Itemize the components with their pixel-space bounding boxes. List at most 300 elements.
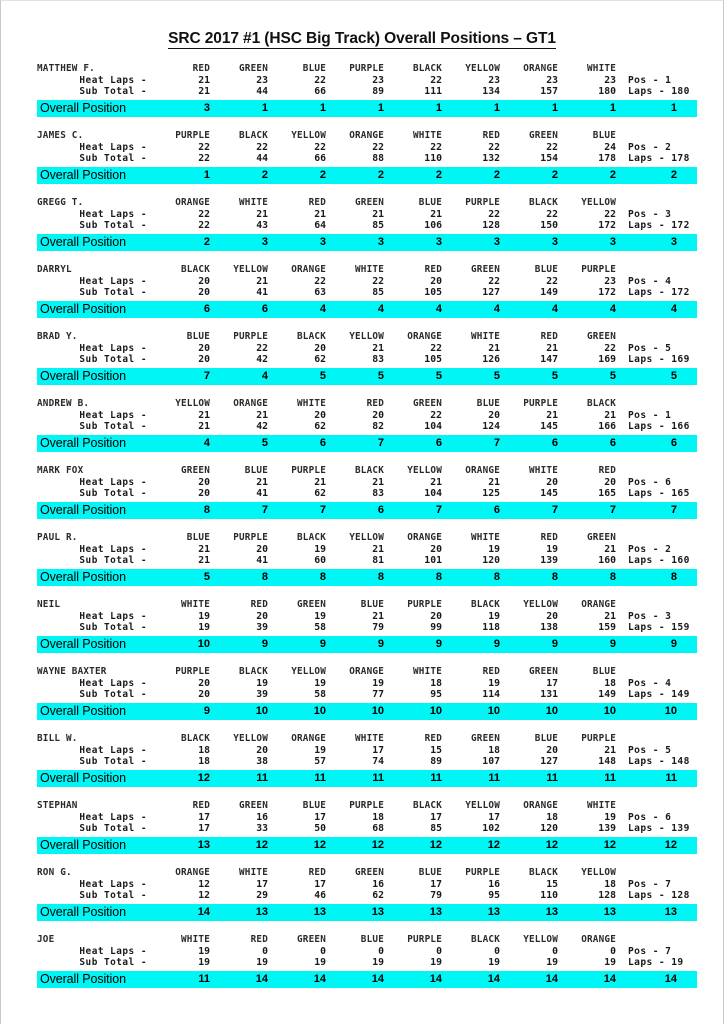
final-position-value: 5 <box>670 370 677 382</box>
lane-color-header: RED <box>192 63 210 74</box>
lane-header-row <box>37 801 699 813</box>
pos-label: Pos - <box>628 409 659 421</box>
heat-laps-value: 22 <box>256 141 268 153</box>
overall-position-strip <box>37 703 697 720</box>
lane-color-header: BLUE <box>592 666 616 677</box>
sub-total-value: 157 <box>540 85 558 97</box>
heat-laps-label: Heat Laps - <box>79 141 147 153</box>
pos-value: 1 <box>665 74 672 86</box>
driver-name: STEPHAN <box>37 800 78 811</box>
heat-laps-value: 22 <box>198 141 210 153</box>
sub-total-value: 62 <box>314 487 326 499</box>
heat-laps-value: 21 <box>198 74 210 86</box>
overall-position-value: 5 <box>261 437 268 449</box>
overall-position-value: 11 <box>604 772 616 784</box>
laps-label: Laps - <box>628 688 666 700</box>
overall-position-row <box>37 636 699 653</box>
driver-name: DARRYL <box>37 264 72 275</box>
sub-total-value: 89 <box>372 85 384 97</box>
heat-laps-row <box>37 880 699 891</box>
overall-position-label: Overall Position <box>40 101 126 115</box>
heat-laps-value: 22 <box>488 141 500 153</box>
overall-position-value: 14 <box>429 973 442 985</box>
overall-position-value: 12 <box>197 772 210 784</box>
overall-position-value: 5 <box>551 370 558 382</box>
heat-laps-value: 15 <box>430 744 442 756</box>
heat-laps-value: 21 <box>430 208 442 220</box>
heat-laps-value: 21 <box>314 476 326 488</box>
laps-meta <box>619 422 699 433</box>
final-position-value: 10 <box>664 705 677 717</box>
overall-position-value: 14 <box>487 973 500 985</box>
laps-value: 172 <box>671 219 690 231</box>
heat-laps-value: 19 <box>488 610 500 622</box>
sub-total-value: 95 <box>488 889 500 901</box>
sub-total-value: 81 <box>372 554 384 566</box>
lane-color-header: RED <box>482 666 500 677</box>
lane-header-row <box>37 265 699 277</box>
overall-position-value: 2 <box>493 169 500 181</box>
overall-position-value: 13 <box>313 906 326 918</box>
pos-label: Pos - <box>628 141 659 153</box>
sub-total-label: Sub Total - <box>79 822 147 834</box>
overall-position-label: Overall Position <box>40 570 126 584</box>
overall-position-value: 13 <box>545 906 558 918</box>
overall-position-value: 3 <box>551 236 558 248</box>
heat-laps-row <box>37 143 699 154</box>
sub-total-value: 43 <box>256 219 268 231</box>
lane-color-header: YELLOW <box>233 733 268 744</box>
heat-laps-value: 20 <box>198 476 210 488</box>
pos-label: Pos - <box>628 342 659 354</box>
lane-color-header: YELLOW <box>233 264 268 275</box>
heat-laps-value: 23 <box>546 74 558 86</box>
lane-color-header: BLUE <box>476 398 500 409</box>
laps-meta <box>619 489 699 500</box>
sub-total-value: 145 <box>540 487 558 499</box>
lane-color-header: WHITE <box>355 733 384 744</box>
sub-total-value: 85 <box>372 219 384 231</box>
lane-color-header: YELLOW <box>175 398 210 409</box>
overall-position-value: 14 <box>313 973 326 985</box>
overall-position-value: 8 <box>377 571 384 583</box>
heat-laps-row <box>37 813 699 824</box>
heat-laps-value: 17 <box>430 811 442 823</box>
lane-color-header: ORANGE <box>581 599 616 610</box>
laps-meta <box>619 690 699 701</box>
sub-total-value: 20 <box>198 286 210 298</box>
overall-position-value: 12 <box>603 839 616 851</box>
heat-laps-value: 23 <box>488 74 500 86</box>
sub-total-value: 127 <box>540 755 558 767</box>
driver-block <box>1 64 723 131</box>
driver-stats-table <box>37 399 699 433</box>
overall-position-label: Overall Position <box>40 905 126 919</box>
laps-value: 166 <box>671 420 690 432</box>
overall-position-value: 7 <box>551 504 558 516</box>
overall-position-table <box>37 569 699 586</box>
heat-laps-row <box>37 545 699 556</box>
lane-color-header: YELLOW <box>465 800 500 811</box>
sub-total-value: 19 <box>372 956 384 968</box>
heat-laps-value: 22 <box>546 275 558 287</box>
overall-position-row <box>37 770 699 787</box>
overall-position-table <box>37 703 699 720</box>
final-position-value: 14 <box>664 973 677 985</box>
heat-laps-value: 22 <box>314 74 326 86</box>
lane-color-header: RED <box>540 532 558 543</box>
lane-color-header: BLUE <box>534 733 558 744</box>
sub-total-value: 127 <box>482 286 500 298</box>
lane-header-row <box>37 868 699 880</box>
sub-total-label: Sub Total - <box>79 621 147 633</box>
heat-laps-value: 18 <box>546 811 558 823</box>
laps-value: 180 <box>671 85 690 97</box>
heat-laps-row <box>37 76 699 87</box>
sub-total-value: 44 <box>256 85 268 97</box>
overall-position-row <box>37 569 699 586</box>
overall-position-value: 10 <box>197 638 210 650</box>
driver-block <box>1 198 723 265</box>
sub-total-value: 110 <box>540 889 558 901</box>
sub-total-value: 68 <box>372 822 384 834</box>
lane-color-header: PURPLE <box>407 599 442 610</box>
heat-laps-label: Heat Laps - <box>79 610 147 622</box>
overall-position-value: 1 <box>435 102 442 114</box>
overall-position-label: Overall Position <box>40 369 126 383</box>
overall-position-table <box>37 502 699 519</box>
lane-color-header: PURPLE <box>233 532 268 543</box>
laps-label: Laps - <box>628 956 666 968</box>
laps-meta <box>619 154 699 165</box>
lane-color-header: PURPLE <box>465 197 500 208</box>
overall-position-strip <box>37 167 697 184</box>
heat-laps-value: 19 <box>314 543 326 555</box>
lane-header-row <box>37 667 699 679</box>
overall-position-value: 2 <box>203 236 210 248</box>
lane-color-header: BLACK <box>239 130 268 141</box>
sub-total-value: 58 <box>314 688 326 700</box>
lane-color-header: BLACK <box>297 331 326 342</box>
lane-header-row <box>37 600 699 612</box>
overall-position-table <box>37 301 699 318</box>
overall-position-value: 3 <box>319 236 326 248</box>
lane-color-header: ORANGE <box>291 264 326 275</box>
lane-color-header: YELLOW <box>407 465 442 476</box>
overall-position-value: 5 <box>203 571 210 583</box>
overall-position-value: 8 <box>319 571 326 583</box>
overall-position-value: 4 <box>319 303 326 315</box>
sub-total-value: 19 <box>546 956 558 968</box>
laps-label: Laps - <box>628 420 666 432</box>
laps-value: 149 <box>671 688 690 700</box>
lane-color-header: YELLOW <box>291 666 326 677</box>
overall-position-value: 12 <box>545 839 558 851</box>
overall-position-value: 10 <box>255 705 268 717</box>
lane-color-header: YELLOW <box>349 532 384 543</box>
driver-block <box>1 332 723 399</box>
sub-total-row <box>37 87 699 98</box>
sub-total-value: 126 <box>482 353 500 365</box>
lane-color-header: BLACK <box>413 63 442 74</box>
sub-total-value: 180 <box>598 85 616 97</box>
overall-position-value: 13 <box>429 906 442 918</box>
sub-total-value: 160 <box>598 554 616 566</box>
sub-total-row <box>37 824 699 835</box>
lane-color-header: BLUE <box>360 934 384 945</box>
sub-total-value: 42 <box>256 353 268 365</box>
pos-value: 7 <box>665 878 672 890</box>
sub-total-value: 41 <box>256 286 268 298</box>
heat-laps-value: 23 <box>604 74 616 86</box>
driver-stats-table <box>37 466 699 500</box>
overall-position-value: 13 <box>371 906 384 918</box>
sub-total-value: 19 <box>604 956 616 968</box>
lane-color-header: PURPLE <box>523 398 558 409</box>
sub-total-value: 88 <box>372 152 384 164</box>
lane-color-header: ORANGE <box>407 532 442 543</box>
lane-header-row <box>37 935 699 947</box>
pos-value: 7 <box>665 945 672 957</box>
heat-laps-row <box>37 612 699 623</box>
overall-position-row <box>37 904 699 921</box>
overall-position-strip <box>37 837 697 854</box>
laps-value: 169 <box>671 353 690 365</box>
sub-total-row <box>37 422 699 433</box>
overall-position-value: 11 <box>314 772 326 784</box>
heat-laps-value: 21 <box>604 409 616 421</box>
overall-position-value: 13 <box>487 906 500 918</box>
page-title <box>1 1 723 48</box>
sub-total-value: 44 <box>256 152 268 164</box>
heat-laps-value: 17 <box>256 878 268 890</box>
sub-total-value: 125 <box>482 487 500 499</box>
driver-block <box>1 935 723 997</box>
overall-position-value: 4 <box>609 303 616 315</box>
driver-name: RON G. <box>37 867 72 878</box>
lane-color-header: BLACK <box>529 867 558 878</box>
heat-laps-value: 20 <box>430 275 442 287</box>
pos-value: 6 <box>665 476 672 488</box>
heat-laps-row <box>37 478 699 489</box>
heat-laps-value: 21 <box>372 342 384 354</box>
heat-laps-value: 22 <box>430 141 442 153</box>
sub-total-value: 19 <box>488 956 500 968</box>
final-position-value: 7 <box>670 504 677 516</box>
overall-position-value: 3 <box>493 236 500 248</box>
heat-laps-value: 22 <box>430 342 442 354</box>
overall-position-value: 1 <box>609 102 616 114</box>
driver-stats-table <box>37 131 699 165</box>
overall-position-table <box>37 971 699 988</box>
lane-header-row <box>37 734 699 746</box>
sub-total-value: 63 <box>314 286 326 298</box>
overall-position-value: 4 <box>377 303 384 315</box>
overall-position-table <box>37 167 699 184</box>
overall-position-label: Overall Position <box>40 168 126 182</box>
overall-position-value: 11 <box>546 772 558 784</box>
lane-header-row <box>37 466 699 478</box>
sub-total-value: 138 <box>540 621 558 633</box>
overall-position-strip <box>37 435 697 452</box>
overall-position-value: 6 <box>609 437 616 449</box>
final-position-value: 6 <box>670 437 677 449</box>
driver-stats-table <box>37 868 699 902</box>
pos-label: Pos - <box>628 610 659 622</box>
lane-color-header: BLACK <box>587 398 616 409</box>
heat-laps-value: 20 <box>546 476 558 488</box>
lane-color-header: WHITE <box>529 465 558 476</box>
driver-block <box>1 801 723 868</box>
heat-laps-value: 16 <box>256 811 268 823</box>
lane-color-header: ORANGE <box>175 197 210 208</box>
heat-laps-value: 21 <box>372 610 384 622</box>
overall-position-value: 10 <box>545 705 558 717</box>
driver-block <box>1 131 723 198</box>
heat-laps-value: 21 <box>546 342 558 354</box>
heat-laps-label: Heat Laps - <box>79 945 147 957</box>
sub-total-value: 159 <box>598 621 616 633</box>
overall-position-value: 5 <box>435 370 442 382</box>
pos-value: 5 <box>665 342 672 354</box>
heat-laps-value: 19 <box>314 677 326 689</box>
sub-total-value: 20 <box>198 353 210 365</box>
overall-position-value: 2 <box>319 169 326 181</box>
heat-laps-value: 18 <box>430 677 442 689</box>
sub-total-value: 19 <box>256 956 268 968</box>
driver-name: PAUL R. <box>37 532 78 543</box>
overall-position-value: 2 <box>261 169 268 181</box>
overall-position-value: 4 <box>261 370 268 382</box>
lane-color-header: ORANGE <box>523 800 558 811</box>
overall-position-value: 3 <box>435 236 442 248</box>
overall-position-value: 7 <box>261 504 268 516</box>
laps-meta <box>619 824 699 835</box>
overall-position-value: 2 <box>435 169 442 181</box>
pos-value: 3 <box>665 610 672 622</box>
driver-block <box>1 265 723 332</box>
heat-laps-value: 22 <box>372 141 384 153</box>
overall-position-value: 5 <box>493 370 500 382</box>
laps-value: 148 <box>671 755 690 767</box>
sub-total-value: 118 <box>482 621 500 633</box>
lane-color-header: BLACK <box>297 532 326 543</box>
sub-total-value: 82 <box>372 420 384 432</box>
heat-laps-label: Heat Laps - <box>79 409 147 421</box>
lane-color-header: ORANGE <box>465 465 500 476</box>
heat-laps-value: 20 <box>198 275 210 287</box>
overall-position-strip <box>37 301 697 318</box>
heat-laps-value: 22 <box>372 275 384 287</box>
lane-color-header: PURPLE <box>407 934 442 945</box>
sub-total-value: 60 <box>314 554 326 566</box>
driver-stats-table <box>37 265 699 299</box>
lane-color-header: RED <box>540 331 558 342</box>
sub-total-value: 169 <box>598 353 616 365</box>
laps-meta <box>619 355 699 366</box>
sub-total-value: 165 <box>598 487 616 499</box>
sub-total-value: 21 <box>198 554 210 566</box>
lane-color-header: WHITE <box>297 398 326 409</box>
laps-meta <box>619 958 699 969</box>
laps-value: 19 <box>671 956 684 968</box>
lane-color-header: ORANGE <box>291 733 326 744</box>
overall-position-value: 10 <box>603 705 616 717</box>
sub-total-value: 46 <box>314 889 326 901</box>
heat-laps-value: 18 <box>372 811 384 823</box>
overall-position-row <box>37 301 699 318</box>
heat-laps-value: 20 <box>430 610 442 622</box>
overall-position-value: 6 <box>261 303 268 315</box>
overall-position-value: 5 <box>609 370 616 382</box>
lane-color-header: ORANGE <box>349 130 384 141</box>
sub-total-value: 114 <box>482 688 500 700</box>
sub-total-value: 83 <box>372 353 384 365</box>
lane-color-header: BLUE <box>302 800 326 811</box>
heat-laps-value: 19 <box>314 610 326 622</box>
sub-total-value: 132 <box>482 152 500 164</box>
heat-laps-value: 0 <box>552 945 558 957</box>
overall-position-value: 3 <box>203 102 210 114</box>
lane-color-header: BLACK <box>529 197 558 208</box>
heat-laps-value: 20 <box>256 610 268 622</box>
lane-color-header: BLUE <box>302 63 326 74</box>
driver-stats-table <box>37 801 699 835</box>
heat-laps-value: 19 <box>372 677 384 689</box>
overall-position-table <box>37 368 699 385</box>
heat-laps-value: 19 <box>198 610 210 622</box>
sub-total-value: 19 <box>198 956 210 968</box>
overall-position-value: 7 <box>493 437 500 449</box>
overall-position-row <box>37 435 699 452</box>
overall-position-value: 9 <box>609 638 616 650</box>
lane-color-header: WHITE <box>587 63 616 74</box>
lane-color-header: WHITE <box>239 867 268 878</box>
heat-laps-value: 23 <box>372 74 384 86</box>
laps-label: Laps - <box>628 554 666 566</box>
overall-position-value: 7 <box>609 504 616 516</box>
overall-position-row <box>37 234 699 251</box>
driver-block <box>1 667 723 734</box>
driver-name: JOE <box>37 934 55 945</box>
sub-total-value: 21 <box>198 85 210 97</box>
heat-laps-value: 17 <box>314 811 326 823</box>
driver-name: BRAD Y. <box>37 331 78 342</box>
final-position-value: 11 <box>665 772 677 784</box>
heat-laps-value: 21 <box>372 208 384 220</box>
lane-color-header: GREEN <box>239 800 268 811</box>
sub-total-value: 104 <box>424 487 442 499</box>
heat-laps-value: 21 <box>314 208 326 220</box>
overall-position-table <box>37 904 699 921</box>
lane-color-header: YELLOW <box>291 130 326 141</box>
driver-blocks-container <box>1 64 723 997</box>
lane-color-header: GREEN <box>297 599 326 610</box>
heat-laps-value: 22 <box>604 208 616 220</box>
sub-total-value: 20 <box>198 487 210 499</box>
lane-color-header: ORANGE <box>175 867 210 878</box>
sub-total-value: 139 <box>598 822 616 834</box>
pos-label: Pos - <box>628 744 659 756</box>
overall-position-value: 7 <box>319 504 326 516</box>
sub-total-value: 22 <box>198 152 210 164</box>
sub-total-value: 17 <box>198 822 210 834</box>
lane-color-header: GREEN <box>471 733 500 744</box>
lane-color-header: GREEN <box>181 465 210 476</box>
driver-stats-table <box>37 734 699 768</box>
final-position-value: 12 <box>664 839 677 851</box>
heat-laps-value: 20 <box>198 342 210 354</box>
